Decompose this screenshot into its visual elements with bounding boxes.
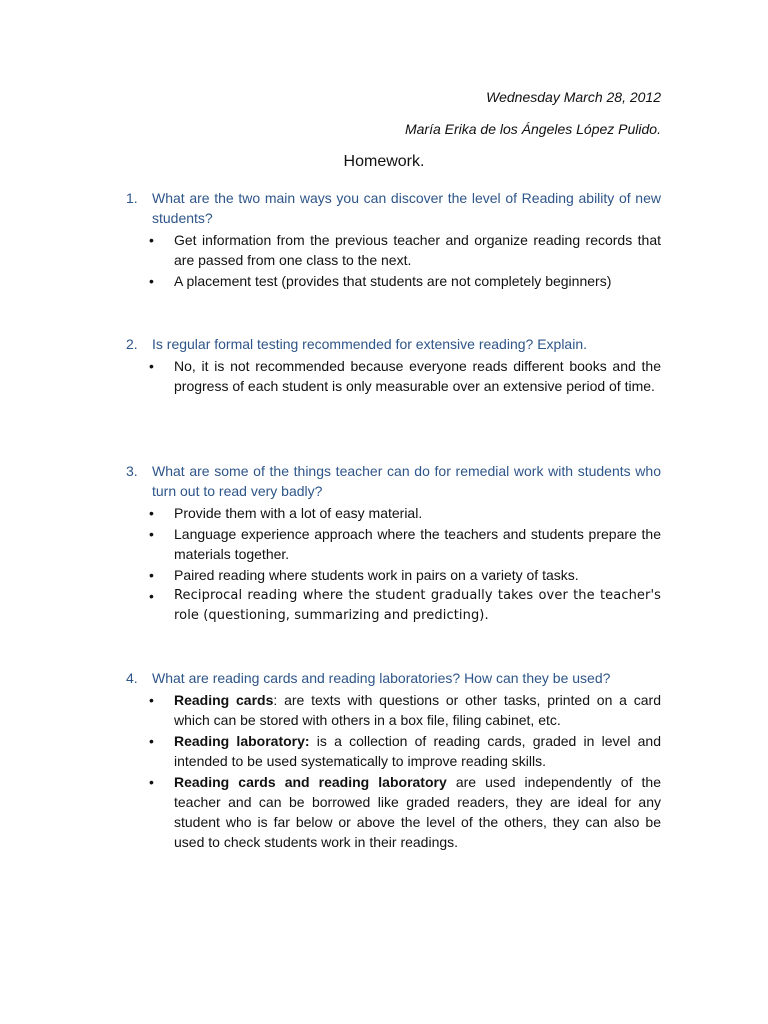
question-number: 3.: [126, 463, 138, 479]
list-item: [126, 731, 661, 771]
question-text: Is regular formal testing recommended for extensive reading? Explain.: [152, 336, 587, 352]
answer-text: A placement test (provides that students are not completely beginners): [174, 273, 612, 289]
bullet-icon: •: [149, 505, 154, 521]
list-item: [126, 565, 661, 585]
bullet-icon: •: [149, 526, 154, 542]
term-definition: is a collection of reading cards, graded in level and intended to be used systematically to improve reading skills.: [174, 733, 661, 769]
bullet-icon: •: [149, 588, 154, 604]
bullet-icon: •: [149, 232, 154, 248]
question-4: [126, 668, 661, 852]
question-text: What are some of the things teacher can do for remedial work with students who turn out to read very badly?: [152, 463, 661, 499]
question-text: What are reading cards and reading laboratories? How can they be used?: [152, 670, 611, 686]
question-number: 1.: [126, 190, 138, 206]
answer-text: [174, 731, 661, 771]
list-item: [126, 503, 661, 523]
question-3: [126, 461, 661, 626]
answer-text: [174, 690, 661, 730]
answer-text: No, it is not recommended because everyone reads different books and the progress of each student is only measurable over an extensive period of time.: [174, 358, 661, 394]
list-item: [126, 772, 661, 852]
bullet-icon: •: [149, 358, 154, 374]
term-definition: : are texts with questions or other tasks, printed on a card which can be stored with others in a box file, filing cabinet, etc.: [174, 692, 661, 728]
term-label: Reading cards: [174, 692, 274, 708]
bullet-icon: •: [149, 733, 154, 749]
list-item: [126, 586, 661, 626]
term-label: Reading laboratory:: [174, 733, 310, 749]
question-2: [126, 334, 661, 396]
answer-text: Reciprocal reading where the student gradually takes over the teacher's role (questioning, summarizing and predicting).: [174, 588, 661, 623]
list-item: [126, 524, 661, 564]
answer-text: Provide them with a lot of easy material.: [174, 505, 423, 521]
answer-text: [174, 772, 661, 852]
answer-text: Language experience approach where the teachers and students prepare the materials together.: [174, 526, 661, 562]
question-1: [126, 188, 661, 291]
question-text: What are the two main ways you can discover the level of Reading ability of new students?: [152, 190, 661, 226]
term-label: Reading cards and reading laboratory: [174, 774, 447, 790]
question-number: 4.: [126, 670, 138, 686]
author-line: María Erika de los Ángeles López Pulido.: [404, 121, 661, 137]
date-line: Wednesday March 28, 2012: [486, 89, 661, 105]
list-item: [126, 271, 661, 291]
term-definition: are used independently of the teacher and can be borrowed like graded readers, they are ideal for any student who is far below or above the level of the others, they can also be used to check students work in their readings.: [174, 774, 661, 850]
page-title: Homework.: [343, 153, 425, 170]
bullet-icon: •: [149, 567, 154, 583]
question-number: 2.: [126, 336, 138, 352]
list-item: [126, 230, 661, 270]
answer-text: Get information from the previous teacher and organize reading records that are passed from one class to the next.: [174, 232, 661, 268]
bullet-icon: •: [149, 273, 154, 289]
list-item: [126, 690, 661, 730]
bullet-icon: •: [149, 692, 154, 708]
list-item: [126, 356, 661, 396]
bullet-icon: •: [149, 774, 154, 790]
answer-text: Paired reading where students work in pairs on a variety of tasks.: [174, 567, 579, 583]
